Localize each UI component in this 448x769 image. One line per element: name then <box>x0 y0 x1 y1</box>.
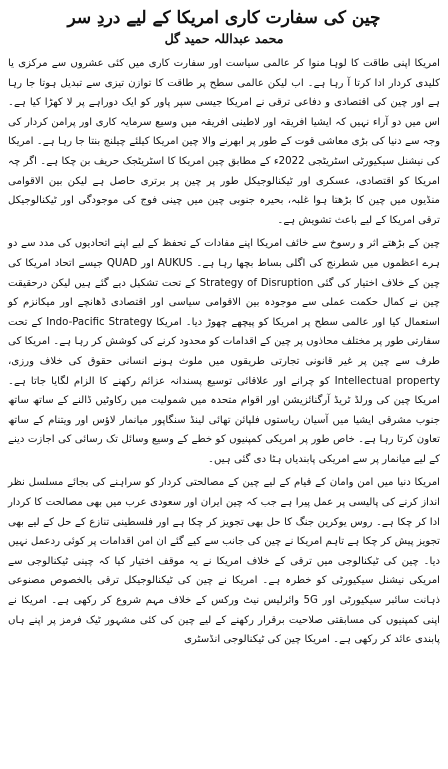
article-author: محمد عبداللہ حمید گل <box>164 31 284 46</box>
article-title: چین کی سفارت کاری امریکا کے لیے دردِ سر <box>67 8 381 28</box>
paragraph-3: امریکا دنیا میں امن وامان کے قیام کے لیے چین کے مصالحتی کردار کو سراہنے کی بجائے مسلسل نظر انداز کرنے کی پالیسی پر عمل پیرا ہے جب کہ چین ایران اور سعودی عرب میں بھی مصالحت کا کردار ادا کر چکا ہے۔ روس یوکرین جنگ کا حل بھی تجویز کر چکا ہے اور فلسطینی تنازع کے حل کے لیے بھی تجویز پیش کر چکا ہے تاہم امریکا نے چین کی جانب سے کیے گئے ان امن اقدامات پر کوئی ردعمل نہیں دیا۔ چین کی ٹیکنالوجی میں ترقی کے خلاف امریکا نے یہ موقف اختیار کیا کہ چینی ٹیکنالوجی سے امریکی نیشنل سیکیورٹی کو خطرہ ہے۔ امریکا نے چین کی ٹیکنالوجیکل ترقی بالخصوص مصنوعی ذہانت سائبر سیکیورٹی اور 5G وائرلیس نیٹ ورکس کے خلاف مہم شروع کر رکھی ہے۔ امریکا نے اپنی کمپنیوں کی مسابقتی صلاحیت برقرار رکھنے کے لیے چین کی کئی مشہور ٹیک فرمز پر اپنے ہاں پابندی عائد کر رکھی ہے۔ امریکا چین کی ٹیکنالوجی انڈسٹری <box>8 477 440 646</box>
paragraph-2: چین کے بڑھتے اثر و رسوخ سے خائف امریکا اپنے مفادات کے تحفظ کے لیے اپنے اتحادیوں کی مدد سے دو ہرے اعظموں میں شطرنج کی اگلی بساط بچھا رہا ہے۔ AUKUS اور QUAD جیسے اتحاد امریکا کی چین کے خلاف اختیار کی گئی Strategy of Disruption کے تحت تشکیل دیے گئے ہیں لیکن درحقیقت چین نے کمال حکمت عملی سے موجودہ بین الاقوامی سیاسی اور اقتصادی ڈھانچے اور میکانزم کو استعمال کیا اور عالمی سطح پر امریکا کو پیچھے چھوڑ دیا۔ امریکا Indo-Pacific Strategy کے تحت سفارتی طور پر مختلف محاذوں پر چین کے اقدامات کو محدود کرنے کی کوشش کر رہا ہے۔ امریکا کی طرف سے چین پر غیر قانونی تجارتی طریقوں میں ملوث ہونے انسانی حقوق کی خلاف ورزی، Intellectual property کو چرانے اور علاقائی توسیع پسندانہ عزائم رکھنے کا الزام لگایا جاتا ہے۔ امریکا چین کی ورلڈ ٹریڈ آرگنائزیشن اور اقوام متحدہ میں شمولیت میں رکاوٹیں ڈالنے کے ساتھ ساتھ جنوب مشرقی ایشیا میں آسیان ریاستوں فلپائن تھائی لینڈ سنگاپور میانمار لاؤس اور ویتنام کے ساتھ تعاون کرتا رہا ہے۔ خاص طور پر امریکی کمپنیوں کو خطے کے وسیع وسائل تک رسائی کی اجازت دینے کے لیے میانمار پر سے امریکی پابندیاں ہٹا دی گئی ہیں۔ <box>8 238 440 465</box>
paragraph-1: امریکا اپنی طاقت کا لوہا منوا کر عالمی سیاست اور سفارت کاری میں کئی عشروں سے مرکزی یا کلیدی کردار ادا کرتا آ رہا ہے۔ اب لیکن عالمی سطح پر طاقت کا توازن تیزی سے تبدیل ہوتا جا رہا ہے اور چین کی اقتصادی و دفاعی ترقی نے امریکا جیسی سپر پاور کو ایک دوراہے پر لا کھڑا کیا ہے۔ اس میں دو آراء نہیں کہ ایشیا افریقہ اور لاطینی افریقہ میں وسیع سرمایہ کاری اور پرامن کردار کی وجہ سے دنیا کی بڑی معاشی قوت کے طور پر ابھرنے والا چین امریکا کیلئے چیلنج بنتا جا رہا ہے۔ امریکا کی نیشنل سیکیورٹی اسٹریٹجی 2022ء کے مطابق چین امریکا کا اسٹریٹجک حریف بن چکا ہے۔ اگر چہ امریکا کو اقتصادی، عسکری اور ٹیکنالوجیکل طور پر چین پر برتری حاصل ہے لیکن بین الاقوامی منڈیوں میں چین کا بڑھتا ہوا غلبہ، بحیرہ جنوبی چین میں چینی فوج کی موجودگی اور ٹیکنالوجیکل ترقی امریکا کے لیے باعث تشویش ہے۔ <box>8 58 440 226</box>
